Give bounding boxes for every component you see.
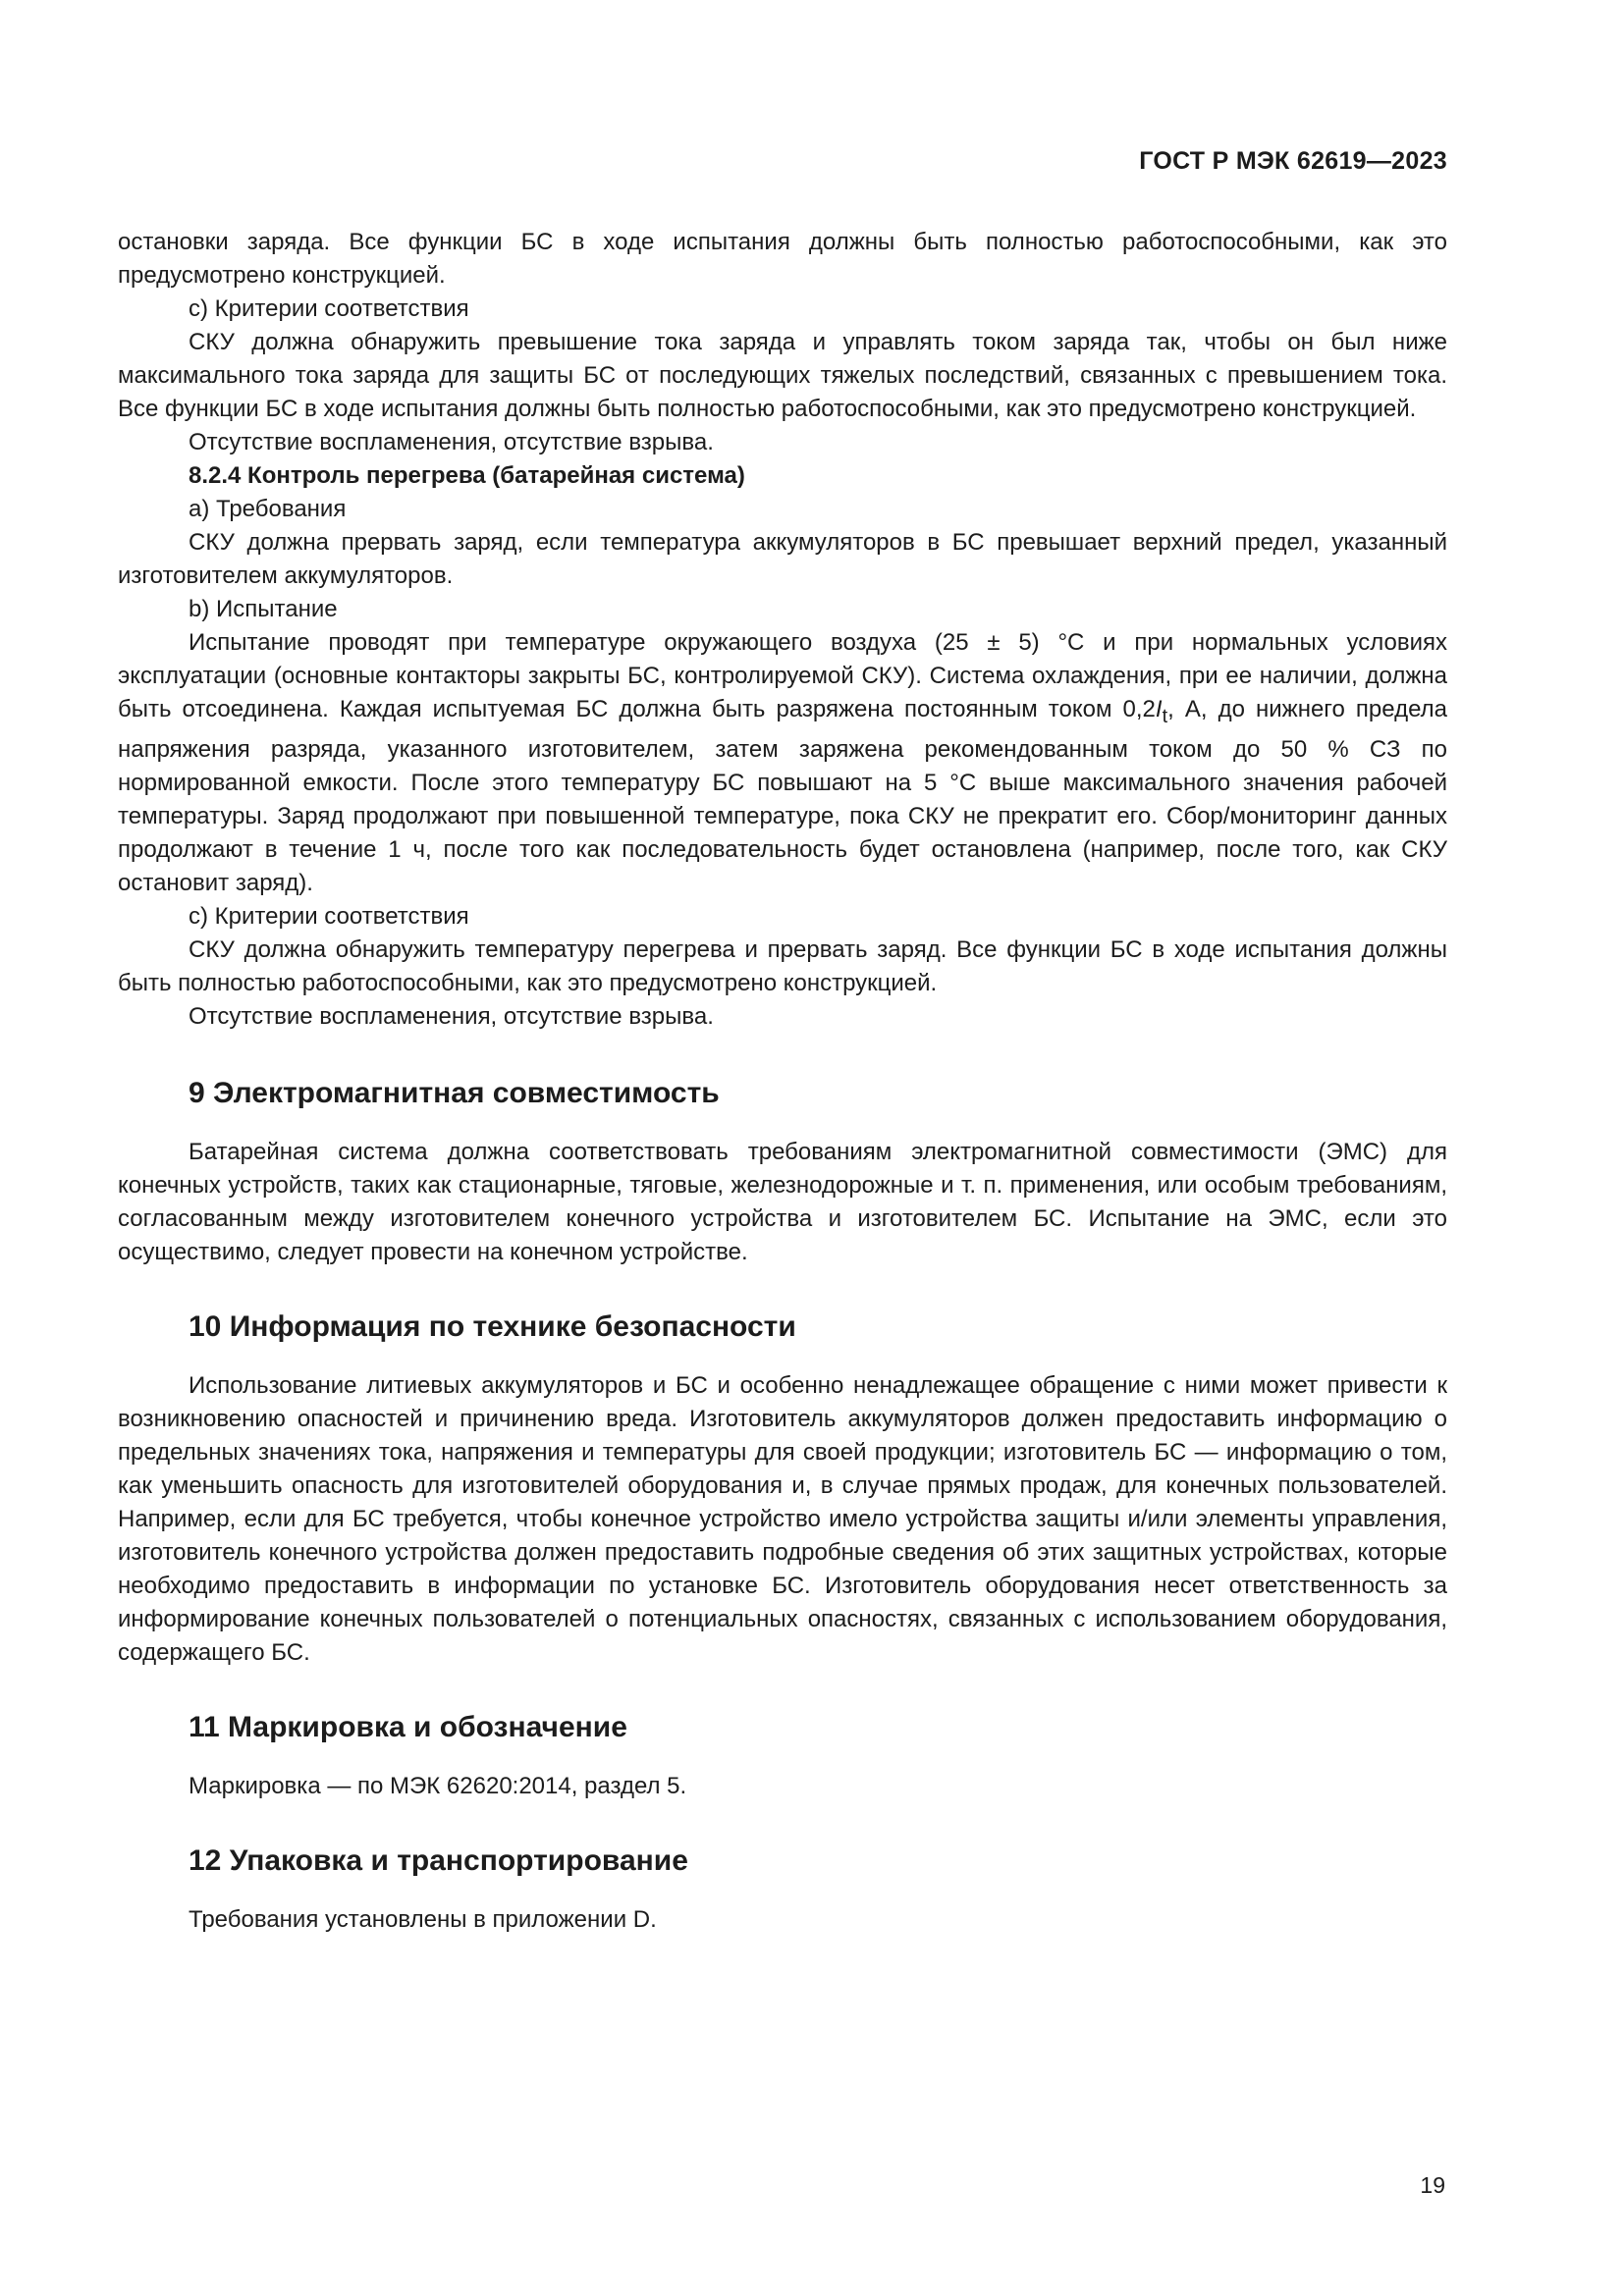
paragraph-continuation: остановки заряда. Все функции БС в ходе испытания должны быть полностью работоспособными, как это предусмотрено конструкцией. (118, 229, 1447, 289)
test-text (118, 626, 1447, 900)
requirements-label: a) Требования (189, 496, 347, 522)
criteria-label-824: c) Критерии соответствия (189, 902, 469, 930)
test-text-part-1: Испытание проводят при температуре окружающего воздуха (25 ± 5) °С и при нормальных условиях эксплуатации (основные контакторы закрыты БС, контролируемой СКУ). Система охлаждения, при ее наличии, должна быть отсоединена. Каждая испытуемая БС должна быть разряжена постоянным током 0,2 (118, 629, 1447, 722)
section-title-10: 10 Информация по технике безопасности (189, 1309, 796, 1343)
current-symbol: I (1155, 696, 1163, 722)
section-text-9: Батарейная система должна соответствовать требованиям электромагнитной совместимости (ЭМС) для конечных устройств, таких как стационарные, тяговые, железнодорожные и т. п. применения, или особым требованиям, согласованным между изготовителем конечного устройства и изготовителем БС. Испытание на ЭМС, если это осуществимо, следует провести на конечном устройстве. (118, 1138, 1447, 1265)
document-code: ГОСТ Р МЭК 62619—2023 (1139, 147, 1447, 175)
section-title-11: 11 Маркировка и обозначение (189, 1710, 627, 1743)
section-title-12: 12 Упаковка и транспортирование (189, 1843, 688, 1877)
section-text-12: Требования установлены в приложении D. (189, 1905, 657, 1933)
criteria-label: c) Критерии соответствия (189, 295, 469, 322)
page-body (118, 226, 1447, 1937)
criteria-text-824: СКУ должна обнаружить температуру перегрева и прервать заряд. Все функции БС в ходе испытания должны быть полностью работоспособными, как это предусмотрено конструкцией. (118, 935, 1447, 996)
section-text-11: Маркировка — по МЭК 62620:2014, раздел 5. (189, 1772, 687, 1799)
test-text-part-2: , А, до нижнего предела напряжения разряда, указанного изготовителем, затем заряжена рекомендованным током до 50 % СЗ по нормированной емкости. После этого температуру БС повышают на 5 °С выше максимального значения рабочей температуры. Заряд продолжают при повышенной температуре, пока СКУ не прекратит его. Сбор/мониторинг данных продолжают в течение 1 ч, после того как последовательность будет остановлена (например, после того, как СКУ остановит заряд). (118, 696, 1448, 896)
criteria-text: СКУ должна обнаружить превышение тока заряда и управлять током заряда так, чтобы он был ниже максимального тока заряда для защиты БС от последующих тяжелых последствий, связанных с превышением тока. Все функции БС в ходе испытания должны быть полностью работоспособными, как это предусмотрено конструкцией. (118, 329, 1447, 422)
requirements-text: СКУ должна прервать заряд, если температура аккумуляторов в БС превышает верхний предел, указанный изготовителем аккумуляторов. (118, 529, 1447, 589)
no-fire-statement-824: Отсутствие воспламенения, отсутствие взрыва. (189, 1002, 714, 1030)
section-title-9: 9 Электромагнитная совместимость (189, 1076, 720, 1109)
page-number: 19 (1420, 2172, 1445, 2198)
current-subscript: t (1162, 705, 1168, 727)
subsection-title-824: 8.2.4 Контроль перегрева (батарейная система) (189, 462, 745, 489)
no-fire-statement: Отсутствие воспламенения, отсутствие взрыва. (189, 429, 714, 455)
test-label: b) Испытание (189, 596, 338, 622)
section-text-10: Использование литиевых аккумуляторов и БС и особенно ненадлежащее обращение с ними может привести к возникновению опасностей и причинению вреда. Изготовитель аккумуляторов должен предоставить информацию о предельных значениях тока, напряжения и температуры для своей продукции; изготовитель БС — информацию о том, как уменьшить опасность для изготовителей оборудования и, в случае прямых продаж, для конечных пользователей. Например, если для БС требуется, чтобы конечное устройство имело устройства защиты и/или элементы управления, изготовитель конечного устройства должен предоставить подробные сведения об этих защитных устройствах, которые необходимо предоставить в информации по установке БС. Изготовитель оборудования несет ответственность за информирование конечных пользователей о потенциальных опасностях, связанных с использованием оборудования, содержащего БС. (118, 1371, 1447, 1666)
